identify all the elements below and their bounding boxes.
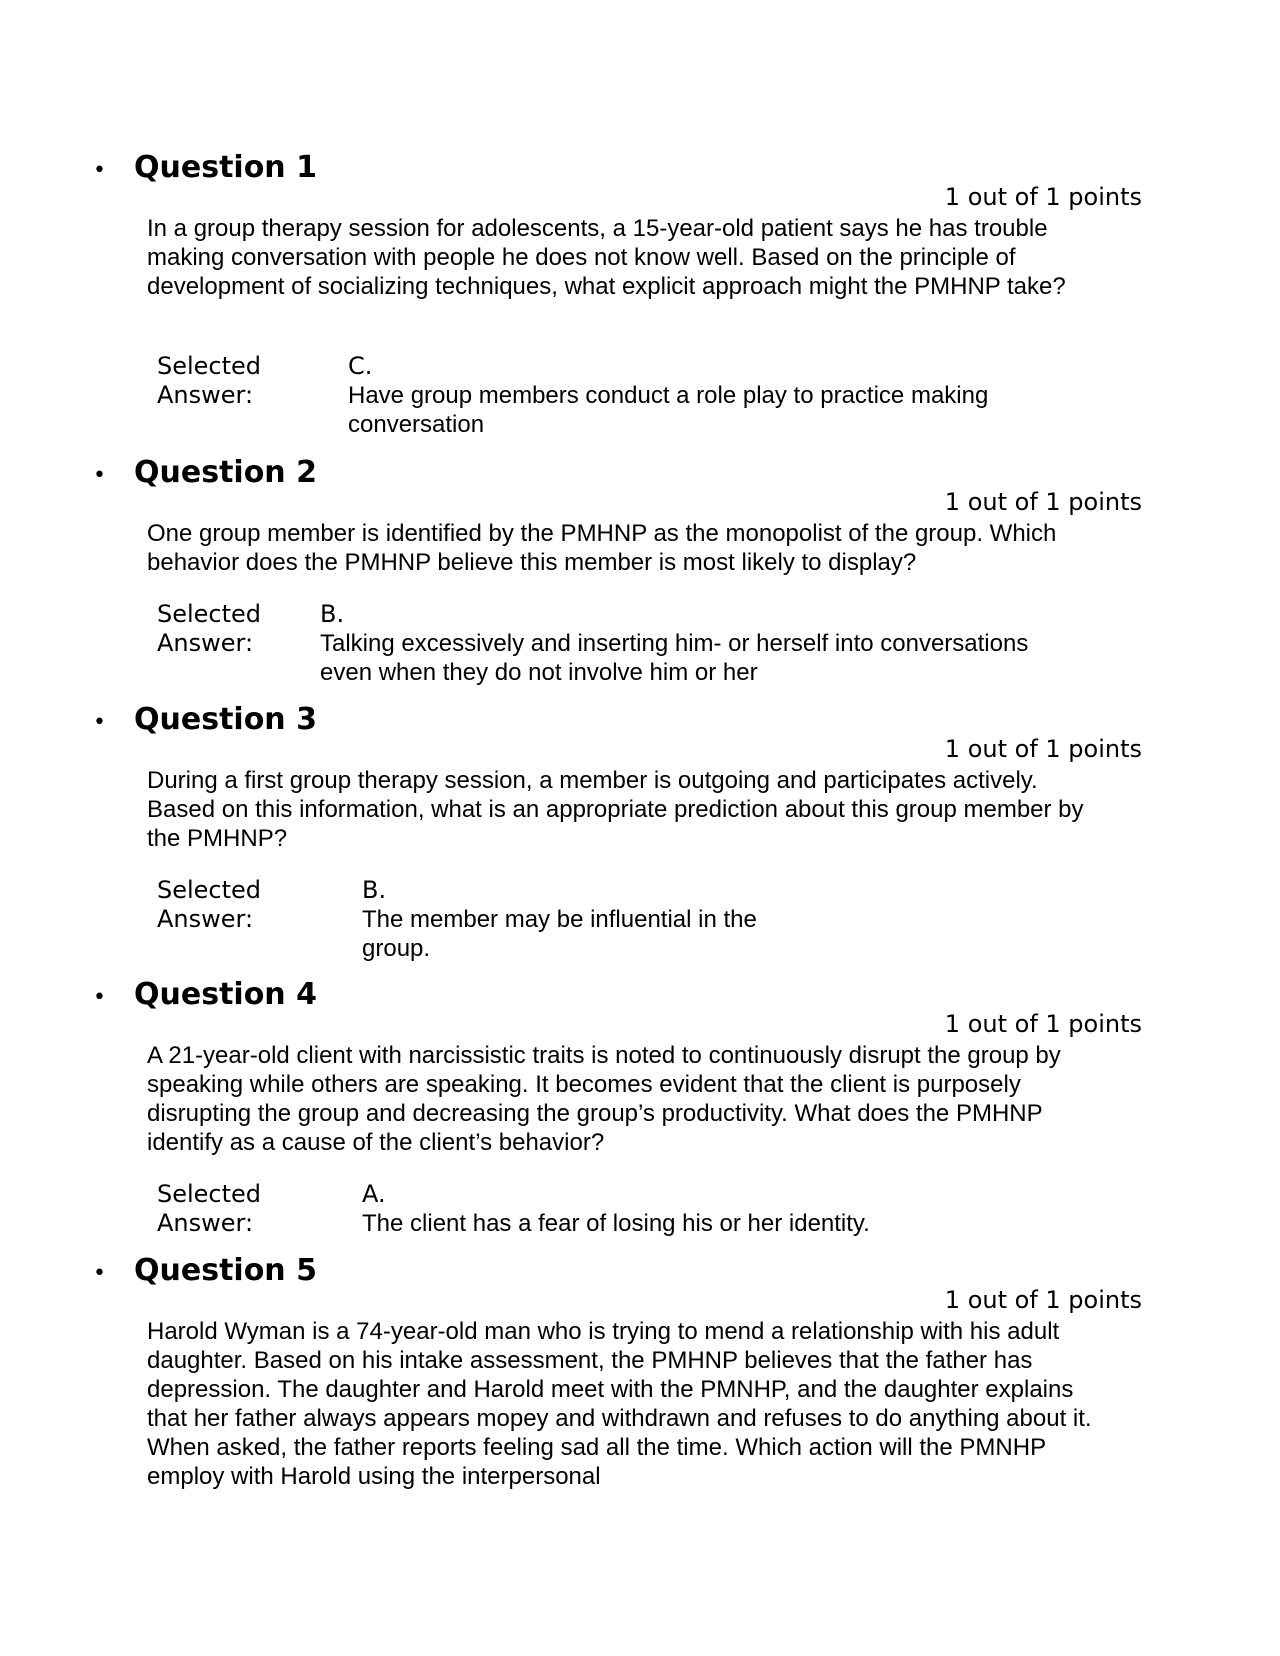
selected-label-line1: Selected bbox=[157, 1180, 262, 1208]
answer-text: Talking excessively and inserting him- or herself into conversations even when they do not involve him or her bbox=[320, 630, 1029, 686]
bullet-icon: • bbox=[93, 463, 106, 488]
answer-letter: C. bbox=[348, 352, 373, 380]
answer-letter: B. bbox=[320, 600, 345, 628]
selected-label-line1: Selected bbox=[157, 352, 262, 380]
selected-label-line1: Selected bbox=[157, 600, 262, 628]
answer-text: The client has a fear of losing his or her identity. bbox=[362, 1210, 870, 1237]
question-text: A 21-year-old client with narcissistic traits is noted to continuously disrupt the group by speaking while others are speaking. It becomes evident that the client is purposely disrupting the group and decreasing the group’s productivity. What does the PMHNP identify as a cause of the client’s behavior? bbox=[147, 1042, 1061, 1156]
question-points: 1 out of 1 points bbox=[944, 488, 1142, 516]
question-title: Question 4 bbox=[134, 977, 317, 1012]
bullet-icon: • bbox=[93, 710, 106, 735]
question-title: Question 1 bbox=[134, 150, 317, 185]
question-text: One group member is identified by the PMHNP as the monopolist of the group. Which behavior does the PMHNP believe this member is most likely to display? bbox=[147, 520, 1057, 576]
selected-label-line2: Answer: bbox=[157, 1209, 254, 1237]
bullet-icon: • bbox=[93, 985, 106, 1010]
question-points: 1 out of 1 points bbox=[944, 735, 1142, 763]
selected-answer-label bbox=[157, 1180, 317, 1238]
selected-answer-label bbox=[157, 876, 317, 934]
question-points: 1 out of 1 points bbox=[944, 1286, 1142, 1314]
question-points: 1 out of 1 points bbox=[944, 183, 1142, 211]
selected-answer bbox=[362, 876, 792, 963]
question-text: In a group therapy session for adolescents, a 15-year-old patient says he has trouble making conversation with people he does not know well. Based on the principle of development of socializing techniques, what explicit approach might the PMHNP take? bbox=[147, 215, 1066, 300]
question-title: Question 3 bbox=[134, 702, 317, 737]
answer-letter: B. bbox=[362, 876, 387, 904]
question-title: Question 5 bbox=[134, 1253, 317, 1288]
selected-label-line1: Selected bbox=[157, 876, 262, 904]
answer-text: The member may be influential in the group. bbox=[362, 906, 757, 962]
selected-answer bbox=[320, 600, 1080, 687]
selected-answer bbox=[362, 1180, 1062, 1238]
question-points: 1 out of 1 points bbox=[944, 1010, 1142, 1038]
selected-label-line2: Answer: bbox=[157, 905, 254, 933]
bullet-icon: • bbox=[93, 1261, 106, 1286]
answer-text: Have group members conduct a role play to practice making conversation bbox=[348, 382, 989, 438]
selected-label-line2: Answer: bbox=[157, 381, 254, 409]
selected-answer-label bbox=[157, 600, 317, 658]
selected-label-line2: Answer: bbox=[157, 629, 254, 657]
selected-answer bbox=[348, 352, 1048, 439]
question-text: During a first group therapy session, a member is outgoing and participates actively. Based on this information, what is an appropriate prediction about this group member by the PMHNP? bbox=[147, 767, 1084, 852]
selected-answer-label bbox=[157, 352, 317, 410]
question-title: Question 2 bbox=[134, 455, 317, 490]
question-text: Harold Wyman is a 74-year-old man who is trying to mend a relationship with his adult daughter. Based on his intake assessment, the PMHNP believes that the father has depression. The daughter and Harold meet with the PMNHP, and the daughter explains that her father always appears mopey and withdrawn and refuses to do anything about it. When asked, the father reports feeling sad all the time. Which action will the PMNHP employ with Harold using the interpersonal bbox=[147, 1318, 1092, 1490]
answer-letter: A. bbox=[362, 1180, 386, 1208]
bullet-icon: • bbox=[93, 158, 106, 183]
